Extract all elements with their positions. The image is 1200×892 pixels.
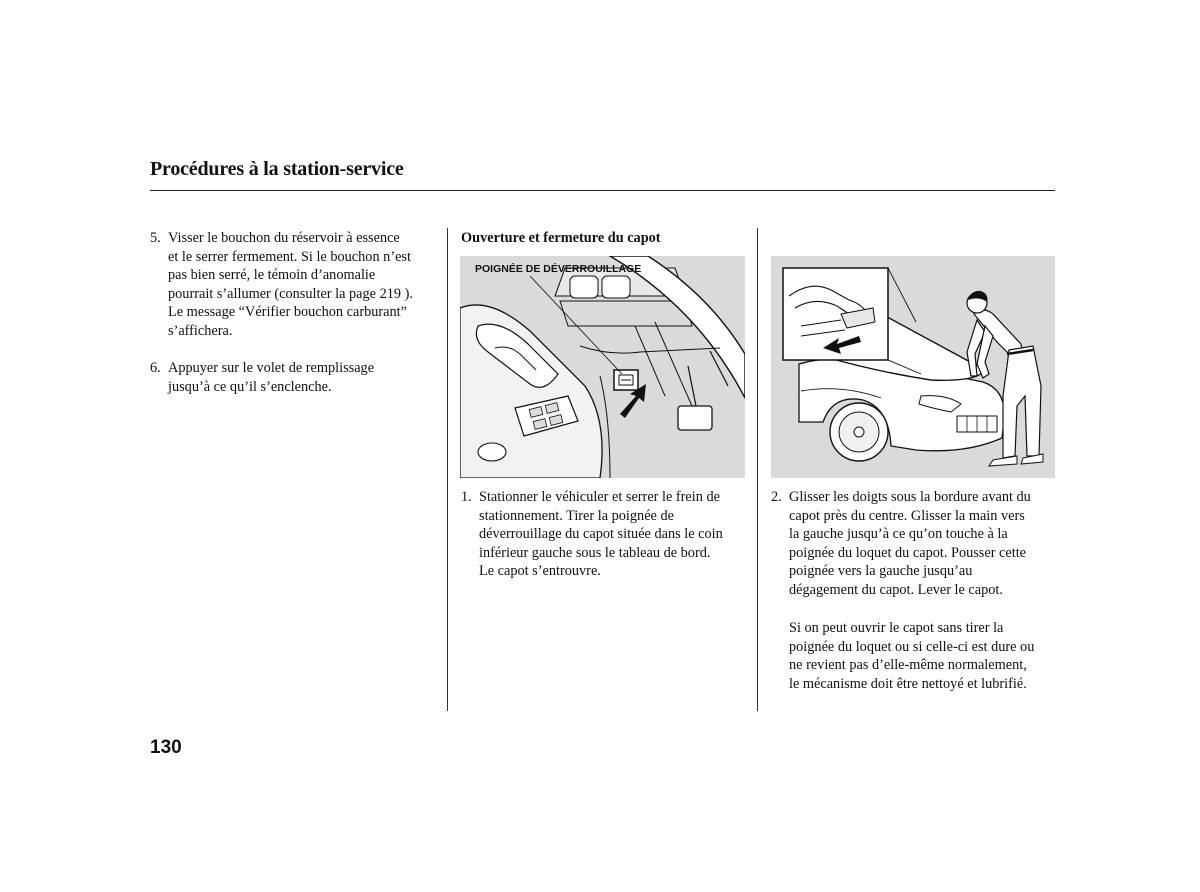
step-text <box>789 488 1031 600</box>
text-line: capot près du centre. Glisser la main vers <box>789 507 1025 524</box>
step-text <box>479 488 723 581</box>
text-line: Glisser les doigts sous la bordure avant du <box>789 489 1031 505</box>
title-rule <box>150 190 1055 191</box>
open-hood-illustration <box>771 256 1055 478</box>
text-line: inférieur gauche sous le tableau de bord. <box>479 544 711 561</box>
step-text <box>168 229 413 341</box>
text-line: Le capot s’entrouvre. <box>479 563 601 580</box>
step-number: 5. <box>150 230 161 246</box>
text-line: pourrait s’allumer (consulter la page 219 ). <box>168 285 413 302</box>
figure-label: POIGNÉE DE DÉVERROUILLAGE <box>475 263 642 275</box>
text-line: et le serrer fermement. Si le bouchon n’est <box>168 248 411 265</box>
column-divider-right <box>757 228 758 711</box>
text-line: jusqu’à ce qu’il s’enclenche. <box>168 378 332 395</box>
text-line: Appuyer sur le volet de remplissage <box>168 360 375 376</box>
text-line: la gauche jusqu’à ce qu’on touche à la <box>789 526 1008 543</box>
step-number: 6. <box>150 360 161 376</box>
text-line: Si on peut ouvrir le capot sans tirer la <box>789 620 1004 636</box>
text-line: poignée vers la gauche jusqu’au <box>789 563 973 580</box>
text-line: dégagement du capot. Lever le capot. <box>789 581 1003 598</box>
step-text <box>168 359 374 396</box>
section-heading: Ouverture et fermeture du capot <box>461 230 661 246</box>
hood-latch-inset <box>783 268 888 360</box>
door-pocket-knob <box>478 443 506 461</box>
page-title: Procédures à la station-service <box>150 158 404 180</box>
air-vent-left <box>570 276 598 298</box>
open-hood-drawing <box>771 256 1055 478</box>
hood-release-lever <box>614 370 638 390</box>
text-line: ne revient pas d’elle-même normalement, <box>789 657 1027 674</box>
text-line: stationnement. Tirer la poignée de <box>479 507 674 524</box>
text-line: pas bien serré, le témoin d’anomalie <box>168 267 376 284</box>
text-line: poignée du loquet ou si celle-ci est dure ou <box>789 638 1035 655</box>
text-line: Stationner le véhiculer et serrer le frein de <box>479 489 720 505</box>
front-grille <box>957 416 997 432</box>
page-number: 130 <box>150 737 182 758</box>
hood-latch-note <box>789 619 1034 693</box>
release-handle-drawing <box>460 256 745 478</box>
text-line: Visser le bouchon du réservoir à essence <box>168 230 400 246</box>
text-line: poignée du loquet du capot. Pousser cette <box>789 544 1027 561</box>
release-handle-illustration <box>460 256 745 478</box>
step-number: 1. <box>461 489 472 505</box>
text-line: le mécanisme doit être nettoyé et lubrifié. <box>789 675 1027 692</box>
text-line: Le message “Vérifier bouchon carburant” <box>168 304 407 321</box>
step-number: 2. <box>771 489 782 505</box>
text-line: déverrouillage du capot située dans le coin <box>479 526 723 543</box>
text-line: s’affichera. <box>168 322 233 339</box>
column-divider-left <box>447 228 448 711</box>
front-wheel <box>830 403 888 461</box>
air-vent-center <box>602 276 630 298</box>
